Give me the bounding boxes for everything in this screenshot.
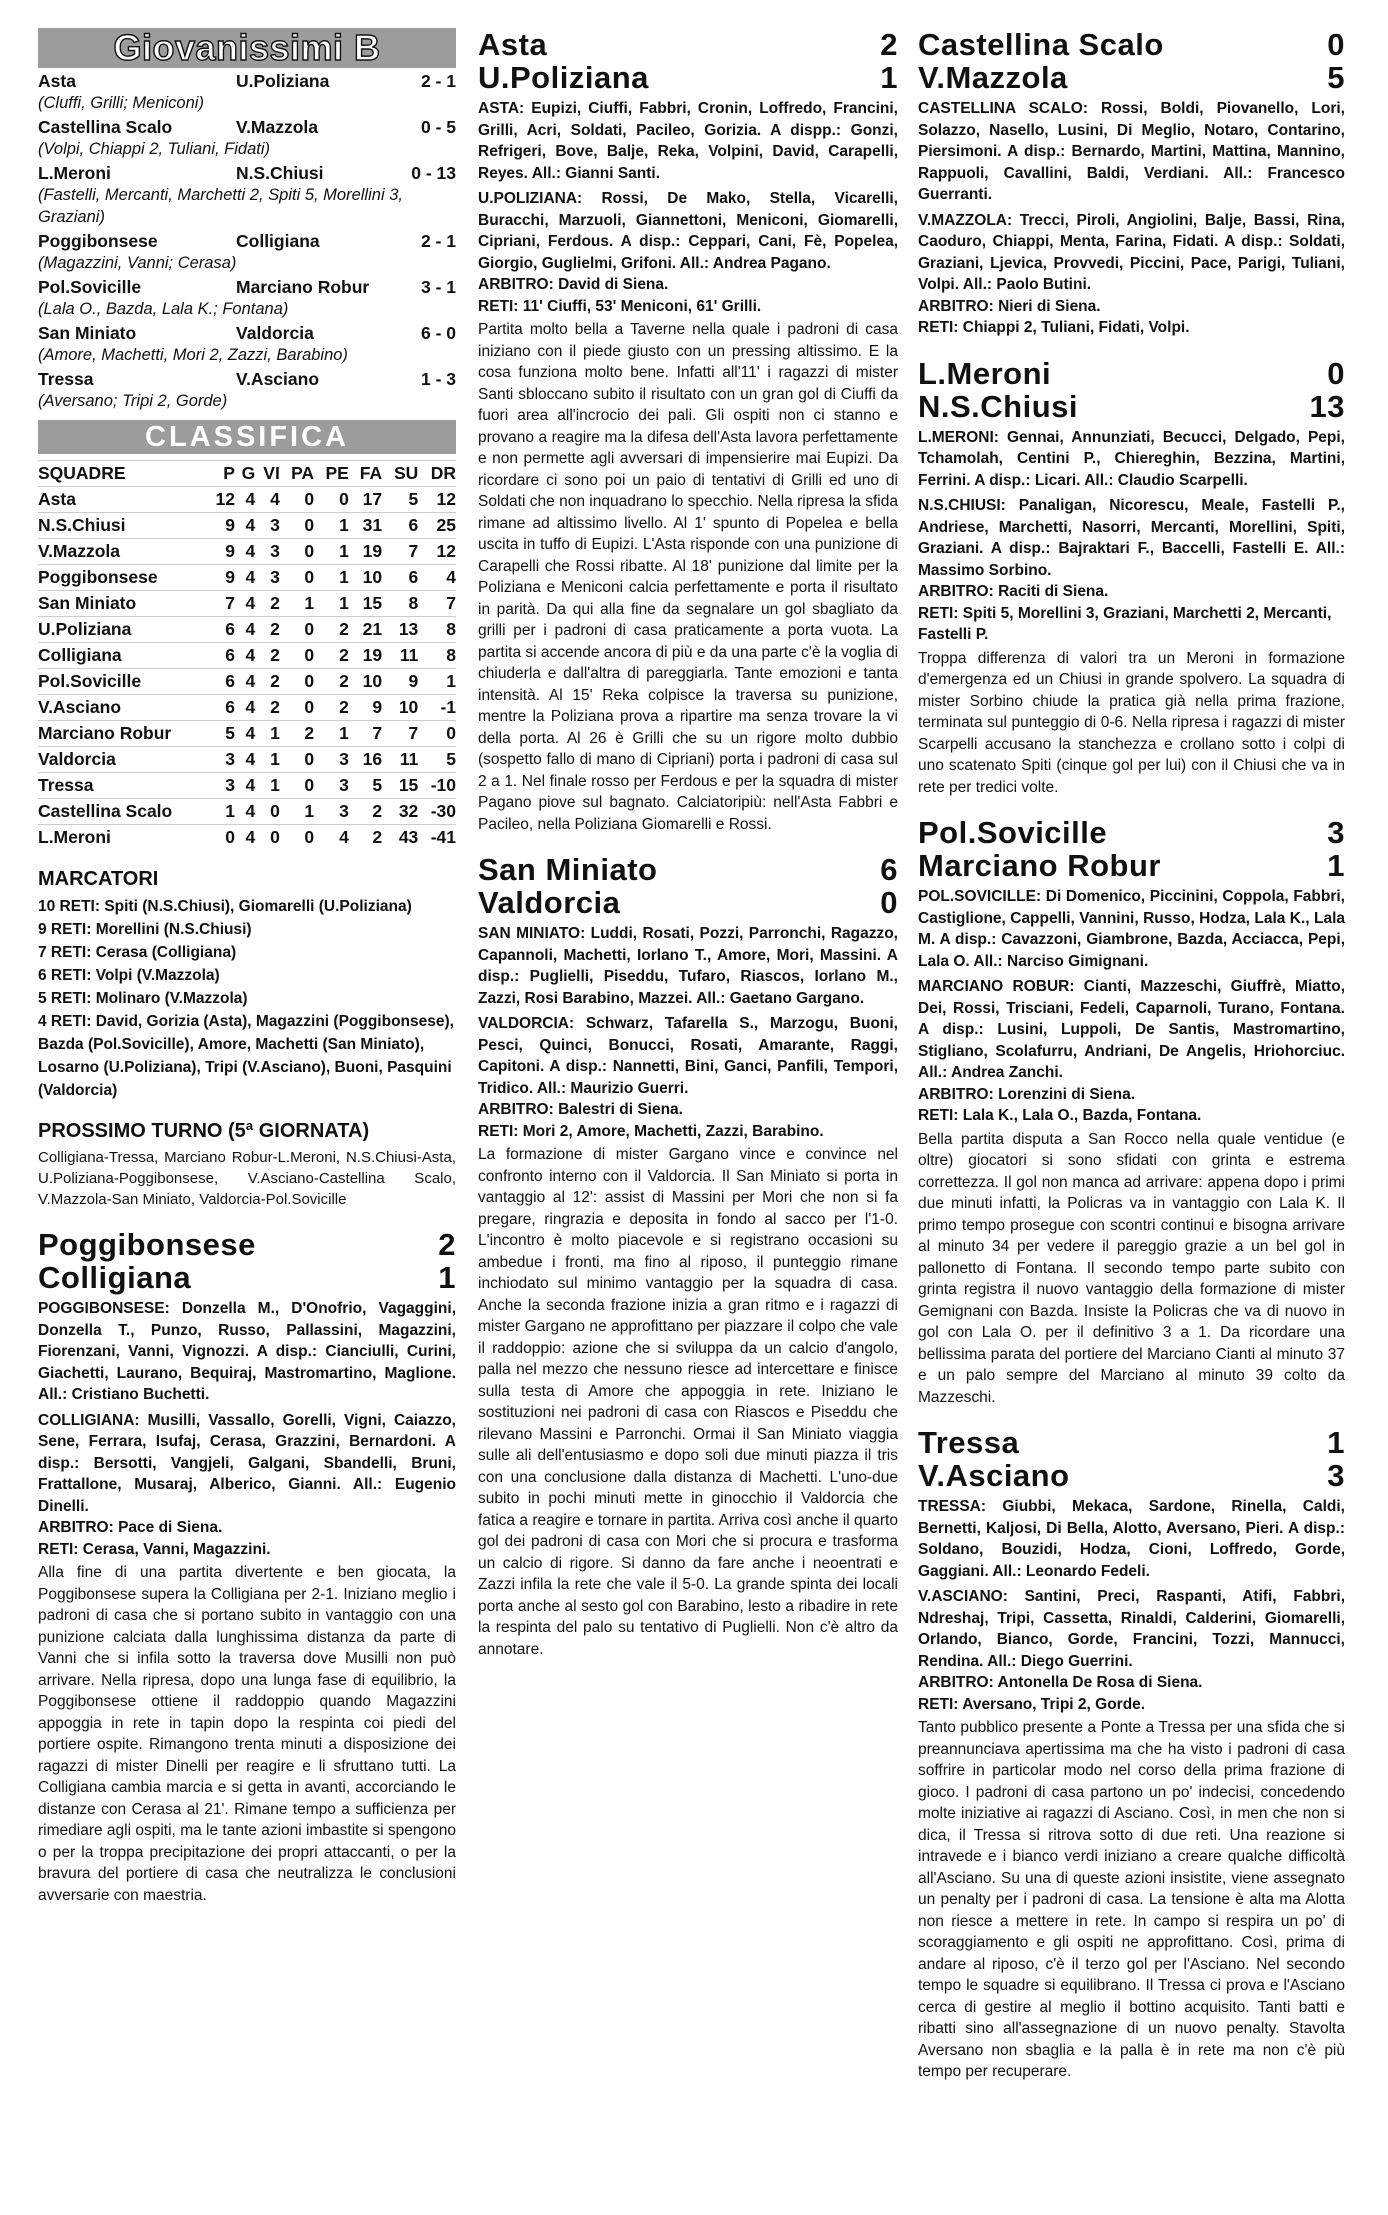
away-goals: 1 [438, 1260, 456, 1295]
scorer-line: 5 RETI: Molinaro (V.Mazzola) [38, 990, 248, 1007]
table-cell: 9 [225, 515, 235, 535]
goals-line: RETI: Mori 2, Amore, Machetti, Zazzi, Barabino. [478, 1122, 824, 1140]
table-cell: 3 [339, 801, 349, 821]
table-cell: 2 [304, 723, 315, 743]
table-row [38, 513, 456, 539]
match-block [918, 28, 1345, 339]
home-team: Castellina Scalo [38, 117, 173, 137]
away-team: Marciano Robur [918, 848, 1161, 883]
table-cell: 9 [225, 567, 235, 587]
table-row [38, 669, 456, 695]
table-cell: 1 [339, 567, 349, 587]
table-cell: 1 [225, 801, 235, 821]
home-team: Poggibonsese [38, 1227, 256, 1262]
table-cell: 3 [270, 567, 280, 587]
lineup-home: POGGIBONSESE: Donzella M., D'Onofrio, Vagaggini, Donzella T., Punzo, Russo, Pallassini, Magazzini, Fiorenzani, Vanni, Vignozzi. A disp.: Cianciulli, Curini, Giachetti, Laurano, Bequiraj, Mastromartino, Maglione. All.: Cristiano Buchetti. [38, 1300, 456, 1403]
table-cell: 0 [446, 723, 456, 743]
table-cell: 13 [398, 619, 419, 639]
away-line [478, 886, 898, 919]
scorer-line: 9 RETI: Morellini (N.S.Chiusi) [38, 921, 252, 938]
table-cell: V.Asciano [38, 697, 122, 717]
match-block [478, 853, 898, 1660]
column-middle [478, 28, 898, 1660]
table-cell: 0 [304, 827, 315, 847]
table-cell: 3 [225, 749, 235, 769]
home-goals: 2 [880, 27, 898, 62]
referee: ARBITRO: Balestri di Siena. [478, 1101, 683, 1118]
goals-line: RETI: Cerasa, Vanni, Magazzini. [38, 1540, 271, 1558]
referee: ARBITRO: Raciti di Siena. [918, 583, 1109, 600]
table-cell: 1 [270, 749, 280, 769]
result-row [38, 162, 456, 184]
away-goals: 13 [1309, 388, 1345, 424]
table-cell: 1 [339, 723, 349, 743]
classifica-banner: CLASSIFICA [38, 420, 456, 454]
away-goals: 5 [1327, 60, 1345, 95]
home-line [918, 357, 1345, 390]
table-cell: -1 [440, 697, 456, 717]
table-cell: 4 [245, 541, 256, 561]
referee: ARBITRO: Antonella De Rosa di Siena. [918, 1674, 1203, 1691]
table-cell: 10 [362, 567, 383, 587]
goals-line: RETI: Lala K., Lala O., Bazda, Fontana. [918, 1107, 1202, 1124]
table-cell: 0 [304, 567, 315, 587]
table-cell: 6 [225, 697, 235, 717]
score: 1 - 3 [420, 369, 456, 389]
table-cell: 32 [398, 801, 419, 821]
table-cell: 6 [225, 645, 235, 665]
table-cell: 21 [362, 619, 383, 639]
home-team: Castellina Scalo [918, 27, 1164, 62]
score: 0 - 13 [411, 163, 456, 183]
table-cell: -41 [430, 827, 456, 847]
table-row [38, 747, 456, 773]
referee: ARBITRO: David di Siena. [478, 276, 669, 293]
scorers-line: (Magazzini, Vanni; Cerasa) [38, 254, 237, 272]
lineup-home: L.MERONI: Gennai, Annunziati, Becucci, Delgado, Pepi, Tchamolah, Centini P., Chiereghin, Bezzina, Martini, Ferrini. A disp.: Licari. All.: Claudio Scarpelli. [918, 428, 1345, 489]
home-goals: 1 [1327, 1425, 1345, 1460]
table-cell: 7 [225, 593, 235, 613]
table-cell: Castellina Scalo [38, 801, 173, 821]
away-team: V.Asciano [236, 369, 320, 389]
table-cell: 12 [215, 489, 235, 509]
table-row [38, 539, 456, 565]
away-line [918, 390, 1345, 423]
table-cell: 1 [270, 723, 280, 743]
table-cell: 3 [339, 749, 349, 769]
table-cell: 5 [225, 723, 235, 743]
table-cell: Poggibonsese [38, 567, 158, 587]
table-cell: 5 [372, 775, 383, 795]
result-row [38, 230, 456, 252]
home-goals: 0 [1327, 355, 1345, 391]
scorers-list [38, 895, 456, 1102]
table-cell: 0 [304, 619, 315, 639]
home-team: Tressa [918, 1425, 1020, 1460]
table-cell: 31 [362, 515, 383, 535]
table-cell: 4 [270, 489, 280, 509]
table-cell: 8 [408, 593, 419, 613]
scorers-line: (Fastelli, Mercanti, Marchetti 2, Spiti 5, Morellini 3, Graziani) [38, 186, 403, 226]
column-header: P [223, 463, 235, 483]
scorers-line: (Volpi, Chiappi 2, Tuliani, Fidati) [38, 140, 271, 158]
table-cell: 4 [245, 801, 256, 821]
table-cell: 9 [408, 671, 419, 691]
away-team: Valdorcia [478, 885, 621, 920]
table-cell: 5 [408, 489, 419, 509]
table-cell: 0 [304, 775, 315, 795]
table-cell: 0 [225, 827, 235, 847]
lineup-home: SAN MINIATO: Luddi, Rosati, Pozzi, Parronchi, Ragazzo, Capannoli, Machetti, Iorlano T., Amore, Mori, Massini. A disp.: Puglielli, Piseddu, Tufaro, Riascos, Iorlano M., Zazzi, Rosi Barabino, Mazzei. All.: Gaetano Gargano. [478, 925, 898, 1007]
lineup-home: CASTELLINA SCALO: Rossi, Boldi, Piovanello, Lori, Solazzo, Nasello, Lusini, Di Meglio, Notaro, Contarino, Piersimoni. A disp.: Bernardo, Martini, Mattina, Mannino, Rappuoli, Cavallini, Baldi, Verdiani. All.: Francesco Guerranti. [918, 100, 1345, 203]
table-cell: 1 [446, 671, 456, 691]
table-cell: San Miniato [38, 593, 137, 613]
table-cell: 3 [225, 775, 235, 795]
table-cell: N.S.Chiusi [38, 515, 126, 535]
away-line [918, 1459, 1345, 1492]
table-cell: 2 [270, 593, 280, 613]
standings-header [38, 461, 456, 487]
away-team: V.Asciano [918, 1458, 1070, 1493]
score: 2 - 1 [420, 71, 456, 91]
table-cell: 0 [270, 827, 280, 847]
next-round-heading: PROSSIMO TURNO (5ª GIORNATA) [38, 1120, 370, 1142]
table-cell: Asta [38, 489, 76, 509]
table-cell: 7 [446, 593, 456, 613]
home-team: Pol.Sovicille [38, 277, 142, 297]
table-cell: 3 [270, 541, 280, 561]
table-cell: Colligiana [38, 645, 122, 665]
home-line [478, 28, 898, 61]
home-line [918, 28, 1345, 61]
table-row [38, 591, 456, 617]
table-cell: 7 [372, 723, 383, 743]
away-team: U.Poliziana [478, 60, 649, 95]
away-line [478, 61, 898, 94]
table-cell: 2 [270, 645, 280, 665]
away-line [918, 849, 1345, 882]
results-list [38, 70, 456, 412]
goals-line: RETI: Chiappi 2, Tuliani, Fidati, Volpi. [918, 319, 1190, 336]
table-cell: 7 [408, 723, 419, 743]
table-cell: 6 [225, 671, 235, 691]
lineup-away: V.ASCIANO: Santini, Preci, Raspanti, Atifi, Fabbri, Ndreshaj, Tripi, Cassetta, Rinaldi, Calderini, Giomarelli, Orlando, Bianco, Gorde, Francini, Tozzi, Mannucci, Rendina. All.: Diego Guerrini. [918, 1588, 1345, 1670]
table-cell: 4 [245, 827, 256, 847]
table-cell: -10 [430, 775, 456, 795]
table-cell: 11 [399, 749, 419, 769]
table-cell: 9 [225, 541, 235, 561]
lineup-away: V.MAZZOLA: Trecci, Piroli, Angiolini, Balje, Bassi, Rina, Caoduro, Chiappi, Menta, Farina, Fidati. A disp.: Soldati, Graziani, Ljevica, Provvedi, Piccini, Pace, Parigi, Tuliani, Volpi. All.: Paolo Butini. [918, 211, 1345, 293]
table-row [38, 799, 456, 825]
match-report: Tanto pubblico presente a Ponte a Tressa per una sfida che si preannunciava apertissima ma che ha visto i padroni di casa soffrire in particolar modo nel corso della prima frazione di gioco. I padroni di casa partono un po' indecisi, concedendo molte iniziative ai ragazzi di Asciano. Così, in men che non si dica, il Tressa si ritrova sotto di due reti. Una reazione si intravede e i bianco verdi iniziano a creare qualche difficoltà all'Asciano. Su una di queste azioni insistite, viene assegnato un penalty per i padroni di casa. La tensione è alta ma Alotta non riesce a mettere in rete. In campo si respira un po' di scoraggiamento e gli ospiti ne approfittano. Così, prima di andare al riposo, c'è il terzo gol per l'Asciano. Nel secondo tempo le squadre si equilibrano. Il Tressa ci prova e l'Asciano cerca di gestire al meglio il bottino acquisito. Tanti batti e ribatti sino all'assegnazione di un nuovo penalty. Stavolta Aversano non sbaglia e la palla è in rete ma non c'è più tempo per recuperare. [918, 1719, 1345, 2080]
home-team: Asta [478, 27, 548, 62]
away-team: Valdorcia [236, 323, 314, 343]
table-cell: 7 [408, 541, 419, 561]
goals-line: RETI: Spiti 5, Morellini 3, Graziani, Marchetti 2, Mercanti, Fastelli P. [918, 604, 1332, 643]
table-cell: 0 [339, 489, 349, 509]
lineup-home: ASTA: Eupizi, Ciuffi, Fabbri, Cronin, Loffredo, Francini, Grilli, Acri, Soldati, Pacileo, Gorizia. A dispp.: Gonzi, Refrigeri, Bove, Balje, Reka, Volpini, David, Carapelli, Reyes. All.: Gianni Santi. [478, 100, 898, 182]
column-header: PE [325, 463, 349, 483]
column-header: G [241, 463, 256, 483]
table-cell: 1 [270, 775, 280, 795]
column-left [38, 28, 456, 1906]
table-cell: 4 [245, 671, 256, 691]
table-cell: 5 [446, 749, 456, 769]
column-header: SU [393, 463, 419, 483]
score: 3 - 1 [420, 277, 456, 297]
table-cell: 0 [304, 541, 315, 561]
referee: ARBITRO: Pace di Siena. [38, 1519, 223, 1536]
table-cell: 4 [245, 619, 256, 639]
home-team: L.Meroni [918, 355, 1052, 391]
table-cell: 2 [372, 827, 383, 847]
home-line [918, 816, 1345, 849]
table-cell: 17 [362, 489, 383, 509]
table-cell: V.Mazzola [38, 541, 121, 561]
away-goals: 1 [880, 60, 898, 95]
match-report: Alla fine di una partita divertente e ben giocata, la Poggibonsese supera la Colligiana per 2-1. Iniziano meglio i padroni di casa che si portano subito in vantaggio con una punizione calciata dalla lunghissima distanza da parte di Vanni che si infila sotto la traversa dove Musilli non può arrivare. Nella ripresa, dopo una lunga fase di equilibrio, la Poggibonsese ottiene il raddoppio quando Magazzini appoggia in rete in tapin dopo la respinta coi piedi del portiere ospite. Rimangono trenta minuti a disposizione dei ragazzi di mister Dinelli per reagire e li sfruttano tutti. La Colligiana cambia marcia e si getta in avanti, accorciando le distanze con Cerasa al 21'. Rimane tempo a sufficienza per rimediare agli ospiti, ma le tante azioni imbastite si spengono o per la troppa precipitazione dei propri attaccanti, o per la bravura del portiere di casa che neutralizza le conclusioni avversarie con maestria. [38, 1564, 456, 1904]
away-line [918, 61, 1345, 94]
home-goals: 0 [1327, 27, 1345, 62]
table-cell: 43 [398, 827, 419, 847]
table-cell: 0 [304, 515, 315, 535]
away-team: Colligiana [236, 231, 320, 251]
scorers-line: (Lala O., Bazda, Lala K.; Fontana) [38, 300, 289, 318]
away-line [38, 1261, 456, 1294]
score: 2 - 1 [420, 231, 456, 251]
away-team: Colligiana [38, 1260, 192, 1295]
standings-table [38, 460, 456, 850]
goals-line: RETI: Aversano, Tripi 2, Gorde. [918, 1695, 1146, 1713]
table-cell: 2 [270, 671, 280, 691]
table-cell: 4 [245, 775, 256, 795]
match-block [918, 357, 1345, 799]
table-cell: 15 [362, 593, 383, 613]
table-cell: 4 [245, 749, 256, 769]
lineup-away: MARCIANO ROBUR: Cianti, Mazzeschi, Giuffrè, Miatto, Dei, Rossi, Trisciani, Fedeli, Caparnoli, Turano, Fontana. A disp.: Lusini, Luppoli, De Santis, Mastromartino, Stigliano, Scolafurru, Andriani, De Angelis, Hriohorciuc. All.: Andrea Zanchi. [918, 978, 1345, 1081]
referee: ARBITRO: Lorenzini di Siena. [918, 1085, 1136, 1103]
column-right [918, 28, 1345, 2083]
table-cell: 10 [398, 697, 419, 717]
table-cell: 0 [304, 645, 315, 665]
table-cell: 2 [339, 671, 349, 691]
table-cell: 2 [270, 619, 280, 639]
column-header: PA [291, 463, 315, 483]
table-cell: 1 [339, 541, 349, 561]
scorer-line: 7 RETI: Cerasa (Colligiana) [38, 944, 237, 961]
away-goals: 1 [1327, 848, 1345, 883]
lineup-home: POL.SOVICILLE: Di Domenico, Piccinini, Coppola, Fabbri, Castiglione, Cappelli, Vannini, Russo, Hodza, Lala K., Lala M. A disp.: Cavazzoni, Giambrone, Bazda, Acciacca, Pepi, Lala O. All.: Narciso Gimignani. [918, 888, 1345, 970]
match-block [478, 28, 898, 835]
goals-line: RETI: 11' Ciuffi, 53' Meniconi, 61' Grilli. [478, 297, 762, 315]
result-row [38, 70, 456, 92]
table-cell: 4 [245, 645, 256, 665]
table-cell: 3 [270, 515, 280, 535]
table-cell: 25 [436, 515, 456, 535]
table-cell: 6 [408, 567, 419, 587]
match-report: Troppa differenza di valori tra un Meroni in formazione d'emergenza ed un Chiusi in grande spolvero. La squadra di mister Sorbino chiude la pratica già nella prima frazione, terminata sul punteggio di 0-6. Nella ripresa i ragazzi di mister Scarpelli accusano la stanchezza e crollano sotto i colpi di uno scatenato Spiti (cinque gol per lui) con il Chiusi che va in rete per tredici volte. [918, 649, 1345, 796]
table-cell: 6 [225, 619, 235, 639]
table-cell: 11 [399, 645, 419, 665]
match-report: Bella partita disputa a San Rocco nella quale ventidue (e oltre) giocatori si sono sfidati con grinta e estrema correttezza. Il gol non manca ad arrivare: appena dopo i primi due minuti infatti, la Policras va in vantaggio con Lala K. Il primo tempo prosegue con scontri continui e bisogna arrivare al minuto 34 per vedere il pareggio grazie a un bel gol in pallonetto di Fontana. Il secondo tempo parte subito con grinta registra il nuovo vantaggio della formazione di mister Gemignani con Bazda. Insiste la Policras che va di nuovo in gol con Lala O. per il definitivo 3 a 1. Da ricordare una bellissima parata del portiere del Marciano Cianti al minuto 37 e un palo sempre del Marciano al minuto 39 colto da Mazzeschi. [918, 1130, 1345, 1406]
lineup-away: VALDORCIA: Schwarz, Tafarella S., Marzogu, Buoni, Pesci, Quinci, Bonucci, Rosati, Amarante, Raggi, Capitoni. A disp.: Nannetti, Bini, Ganci, Panfili, Tempori, Tridico. All.: Maurizio Guerri. [478, 1015, 898, 1097]
away-team: V.Mazzola [236, 117, 319, 137]
table-row [38, 617, 456, 643]
table-cell: 4 [245, 593, 256, 613]
table-cell: U.Poliziana [38, 619, 132, 639]
table-cell: 0 [304, 671, 315, 691]
scorers-line: (Amore, Machetti, Mori 2, Zazzi, Barabino) [38, 346, 348, 364]
home-line [478, 853, 898, 886]
category-banner: Giovanissimi B [38, 28, 456, 68]
match-block [918, 816, 1345, 1408]
result-row [38, 276, 456, 298]
lineup-away: COLLIGIANA: Musilli, Vassallo, Gorelli, Vigni, Caiazzo, Sene, Ferrara, Isufaj, Cerasa, Grazzini, Bernardoni. A disp.: Bersotti, Vangjeli, Galgani, Sbandelli, Bruni, Frattallone, Musaraj, Alberico, Gianni. All.: Eugenio Dinelli. [38, 1411, 456, 1515]
table-row [38, 487, 456, 513]
column-header: VI [263, 463, 280, 483]
table-cell: 4 [245, 567, 256, 587]
scorer-line: 6 RETI: Volpi (V.Mazzola) [38, 967, 220, 984]
table-cell: 1 [339, 593, 349, 613]
table-cell: 4 [245, 515, 256, 535]
home-team: Tressa [38, 369, 94, 389]
column-header: SQUADRE [38, 463, 126, 483]
away-goals: 0 [880, 885, 898, 920]
away-goals: 3 [1327, 1458, 1345, 1493]
table-cell: 6 [408, 515, 419, 535]
match-report: Partita molto bella a Taverne nella quale i padroni di casa iniziano con il piede giusto con un pressing altissimo. E la cosa funziona molto bene. Infatti all'11' i ragazzi di mister Santi sbloccano subito il risultato con un gran gol di Ciuffi da fuori area all'incrocio dei pali. Gli ospiti non ci stanno e provano a reagire ma la difesa dell'Asta lavora perfettamente e non permette agli avversari di impensierire mai Eupizi. Da ricordare ci sono poi un paio di tentativi di Grilli ed uno di Soldati che non inquadrano lo specchio. Nella ripresa la sfida rimane ad altissimo livello. Al 1' spunto di Popelea e bella uscita in tuffo di Eupizi. L'Asta risponde con una punizione di Carapelli che Rossi ribatte. Al 18' punizione dal limite per la Poliziana e Meniconi calcia perfettamente e porta il risultato in parità. Da qui alla fine da segnalare un gol sbagliato da grilli per i padroni di casa praticamente a porta vuota. La partita si accende ancora di più e da una parte c'è la voglia di chiuderla e dall'altra di pareggiarla. Tante emozioni e tanta intensità. Al 15' Reka colpisce la traversa su punizione, mentre la Poliziana prova a ripartire ma senza trovare la vi della porta. Al 26 è Grilli che su un rigore molto dubbio (sospetto fallo di mano di Cipriani) porta i padroni di casa sul 2 a 1. Nel finale rosso per Ferdous e per la squadra di mister Pagano piove sul bagnato. Calciatoripiù: nell'Asta Fabbri e Pacileo, nella Poliziana Giomarelli e Rossi. [478, 321, 899, 833]
home-line [918, 1426, 1345, 1459]
scorers-line: (Cluffi, Grilli; Meniconi) [38, 94, 204, 112]
table-cell: 1 [304, 801, 315, 821]
table-cell: 19 [362, 541, 383, 561]
match-poggibonsese-colligiana [38, 1228, 456, 1906]
away-team: Marciano Robur [236, 277, 370, 297]
table-cell: L.Meroni [38, 827, 111, 847]
home-goals: 3 [1327, 815, 1345, 850]
match-block [918, 1426, 1345, 2083]
table-cell: 12 [436, 541, 456, 561]
lineup-home: TRESSA: Giubbi, Mekaca, Sardone, Rinella, Caldi, Bernetti, Kaljosi, Di Bella, Alotto, Aversano, Pieri. A disp.: Soldano, Bouzidi, Hodza, Cioni, Loffredo, Gorde, Gaggiani. All.: Leonardo Fedeli. [918, 1498, 1345, 1580]
table-cell: 2 [339, 619, 349, 639]
table-cell: 4 [245, 697, 256, 717]
table-cell: 0 [270, 801, 280, 821]
table-cell: Marciano Robur [38, 723, 172, 743]
marcatori-heading: MARCATORI [38, 868, 159, 890]
table-row [38, 825, 456, 851]
home-team: Asta [38, 71, 76, 91]
column-header: FA [359, 463, 383, 483]
home-goals: 2 [438, 1227, 456, 1262]
home-line [38, 1228, 456, 1261]
home-team: Pol.Sovicille [918, 815, 1108, 850]
home-team: Poggibonsese [38, 231, 158, 251]
lineup-away: N.S.CHIUSI: Panaligan, Nicorescu, Meale, Fastelli P., Andriese, Marchetti, Nasorri, Mercanti, Morellini, Spiti, Graziani. A disp.: Bajraktari F., Baccelli, Fastelli E. All.: Massimo Sorbino. [918, 497, 1345, 579]
table-cell: 15 [398, 775, 419, 795]
table-cell: 8 [446, 645, 456, 665]
score: 6 - 0 [420, 323, 456, 343]
away-team: N.S.Chiusi [918, 388, 1079, 424]
table-row [38, 721, 456, 747]
table-cell: 4 [245, 489, 256, 509]
table-cell: 0 [304, 489, 315, 509]
table-cell: 10 [362, 671, 383, 691]
away-team: U.Poliziana [236, 71, 330, 91]
result-row [38, 368, 456, 390]
home-team: L.Meroni [38, 163, 111, 183]
lineup-away: U.POLIZIANA: Rossi, De Mako, Stella, Vicarelli, Buracchi, Marzuoli, Giannettoni, Meniconi, Giomarelli, Cipriani, Ferdous. A disp.: Ceppari, Cani, Fè, Popelea, Giorgio, Guglielmi, Grifoni. All.: Andrea Pagano. [478, 190, 898, 272]
table-cell: 3 [339, 775, 349, 795]
table-cell: 9 [372, 697, 383, 717]
table-cell: Valdorcia [38, 749, 116, 769]
table-cell: Pol.Sovicille [38, 671, 142, 691]
home-team: San Miniato [478, 852, 658, 887]
table-cell: 16 [362, 749, 383, 769]
table-row [38, 695, 456, 721]
table-cell: 2 [339, 697, 349, 717]
scorer-line: 4 RETI: David, Gorizia (Asta), Magazzini (Poggibonsese), Bazda (Pol.Sovicille), Amore, Machetti (San Miniato), Losarno (U.Poliziana), Tripi (V.Asciano), Buoni, Pasquini (Valdorcia) [38, 1013, 454, 1099]
column-header: DR [430, 463, 456, 483]
table-cell: 4 [339, 827, 349, 847]
away-team: N.S.Chiusi [236, 163, 324, 183]
match-report: La formazione di mister Gargano vince e convince nel confronto interno con il Valdorcia. Il San Miniato si porta in vantaggio al 12': assist di Massini per Mori che non si fa pregare, ringrazia e deposita in fondo al sacco per l'1-0. L'incontro è molto piacevole e si registrano occasioni su ambedue i fronti, ma fino al riposo, il punteggio rimane inchiodato sul minimo vantaggio per la squadra di casa. Anche la seconda frazione inizia a gran ritmo e i ragazzi di mister Gargano ne approfittano per piazzare il colpo che vale il raddoppio: azione che si sviluppa da un calcio d'angolo, palla nel mezzo che nessuno riesce ad intercettare e finisce sulla testa di Amore che appoggia in rete. Iniziano le sostituzioni nei padroni di casa con Riascos e Piseddu che rilevano Massini e Parronchi. Ormai il San Miniato viaggia sulle ali dell'entusiasmo e dopo soli due minuti piazza il tris con una conclusione dalla distanza di Machetti. L'uno-due subito in pochi minuti mette in ginocchio il Valdorcia che fatica a reagire e tornare in partita. Arriva così anche il quarto gol dei padroni di casa con Mori che si procura e trasforma un calcio di rigore. Si danno da fare anche i neoentrati e Zazzi infila la rete che vale il 5-0. La grande spinta dei locali porta anche al sesto gol con Barabino, lesto a ribadire in rete la respinta del palo su tentativo di Puglielli. Non c'è altro da annotare. [478, 1146, 898, 1658]
home-team: San Miniato [38, 323, 137, 343]
table-cell: 4 [245, 723, 256, 743]
table-cell: 2 [372, 801, 383, 821]
referee: ARBITRO: Nieri di Siena. [918, 297, 1101, 315]
result-row [38, 322, 456, 344]
table-cell: 1 [304, 593, 315, 613]
table-cell: 19 [362, 645, 383, 665]
table-cell: 0 [304, 697, 315, 717]
table-cell: 12 [436, 489, 456, 509]
table-cell: 2 [270, 697, 280, 717]
next-round-text: Colligiana-Tressa, Marciano Robur-L.Meroni, N.S.Chiusi-Asta, U.Poliziana-Poggibonsese, V.Asciano-Castellina Scalo, V.Mazzola-San Miniato, Valdorcia-Pol.Sovicille [38, 1149, 456, 1208]
table-cell: 0 [304, 749, 315, 769]
table-cell: 2 [339, 645, 349, 665]
scorers-line: (Aversano; Tripi 2, Gorde) [38, 392, 228, 410]
result-row [38, 116, 456, 138]
home-goals: 6 [880, 852, 898, 887]
away-team: V.Mazzola [918, 60, 1068, 95]
table-cell: -30 [430, 801, 456, 821]
table-cell: Tressa [38, 775, 94, 795]
table-cell: 1 [339, 515, 349, 535]
table-row [38, 773, 456, 799]
scorer-line: 10 RETI: Spiti (N.S.Chiusi), Giomarelli (U.Poliziana) [38, 898, 412, 915]
table-cell: 4 [446, 567, 456, 587]
table-cell: 8 [446, 619, 456, 639]
table-row [38, 565, 456, 591]
score: 0 - 5 [420, 117, 456, 137]
table-row [38, 643, 456, 669]
